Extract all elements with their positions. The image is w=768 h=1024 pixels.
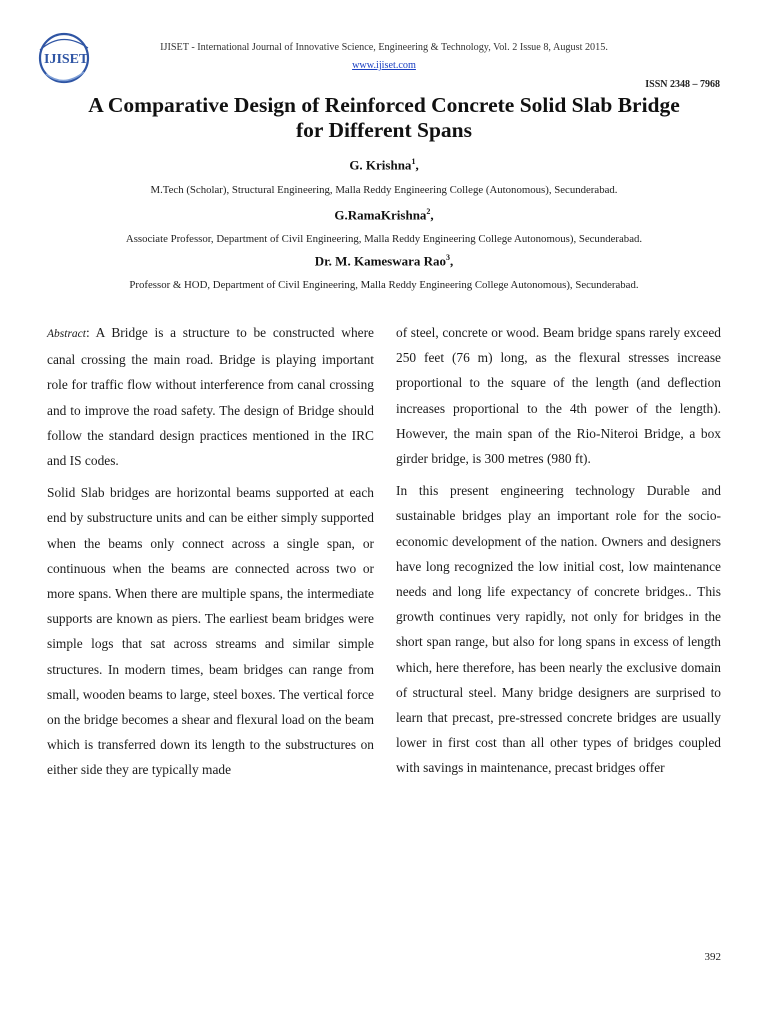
- abstract-label: Abstract: [47, 328, 86, 340]
- author-2: G.RamaKrishna$^2$,: [334, 207, 434, 223]
- right-paragraph-1: of steel, concrete or wood. Beam bridge spans rarely exceed 250 feet (76 m) long, as the flexural stresses increase proportional to the square of the length (and deflection increases proportional to the 4th power of the length). However, the main span of the Rio-Niteroi Bridge, a box girder bridge, is 300 metres (980 ft).: [396, 325, 721, 467]
- abstract-paragraph: [47, 320, 374, 473]
- logo-text: IJISET: [44, 52, 89, 67]
- affiliation-2: Associate Professor, Department of Civil Engineering, Malla Reddy Engineering College Autonomous), Secunderabad.: [125, 233, 643, 245]
- author-3: Dr. M. Kameswara Rao$^3$,: [314, 253, 454, 269]
- journal-logo: [32, 28, 122, 88]
- right-paragraph-2: In this present engineering technology Durable and sustainable bridges play an important role for the socio-economic development of the nation. Owners and designers have long recognized the low initial cost, low maintenance needs and long life expectancy of concrete bridges.. This growth continues very rapidly, not only for bridges in the short span range, but also for long spans in excess of length which, here therefore, has been nearly the exclusive domain of structural steel. Many bridge designers are surprised to learn that precast, pre-stressed concrete bridges are usually lower in first cost than all other types of bridges coupled with savings in maintenance, precast bridges offer: [396, 483, 721, 776]
- journal-url-link[interactable]: www.ijiset.com: [352, 60, 416, 71]
- abstract-text: : A Bridge is a structure to be constructed where canal crossing the main road. Bridge is playing important role for traffic flow without interference from canal crossing and to improve the road safety. The design of Bridge should follow the standard design practices mentioned in the IRC and IS codes.: [47, 325, 374, 469]
- left-column: [47, 320, 374, 783]
- paper-title: [40, 93, 728, 143]
- affiliation-3: Professor & HOD, Department of Civil Engineering, Malla Reddy Engineering College Autonomous), Secunderabad.: [129, 279, 639, 291]
- journal-citation: IJISET - International Journal of Innovative Science, Engineering & Technology, Vol. 2 Issue 8, August 2015.: [160, 42, 608, 53]
- issn-label: ISSN 2348 – 7968: [645, 79, 720, 90]
- title-line-1: A Comparative Design of Reinforced Concrete Solid Slab Bridge: [88, 93, 680, 117]
- left-paragraph-2: Solid Slab bridges are horizontal beams supported at each end by substructure units and can be either simply supported when the beams only connect across a single span, or continuous when the beams are connected across two or more spans. When there are multiple spans, the intermediate supports are known as piers. The earliest beam bridges were simple logs that sat across streams and similar simple structures. In modern times, beam bridges can range from small, wooden beams to large, steel boxes. The vertical force on the bridge becomes a shear and flexural load on the beam which is transferred down its length to the substructures on either side they are typically made: [47, 485, 374, 778]
- title-line-2: for Different Spans: [296, 118, 472, 142]
- affiliation-1: M.Tech (Scholar), Structural Engineering, Malla Reddy Engineering College (Autonomous), Secunderabad.: [150, 184, 618, 196]
- page-number: 392: [704, 951, 721, 963]
- right-column: [396, 320, 721, 781]
- author-1: G. Krishna$^1$,: [349, 157, 419, 173]
